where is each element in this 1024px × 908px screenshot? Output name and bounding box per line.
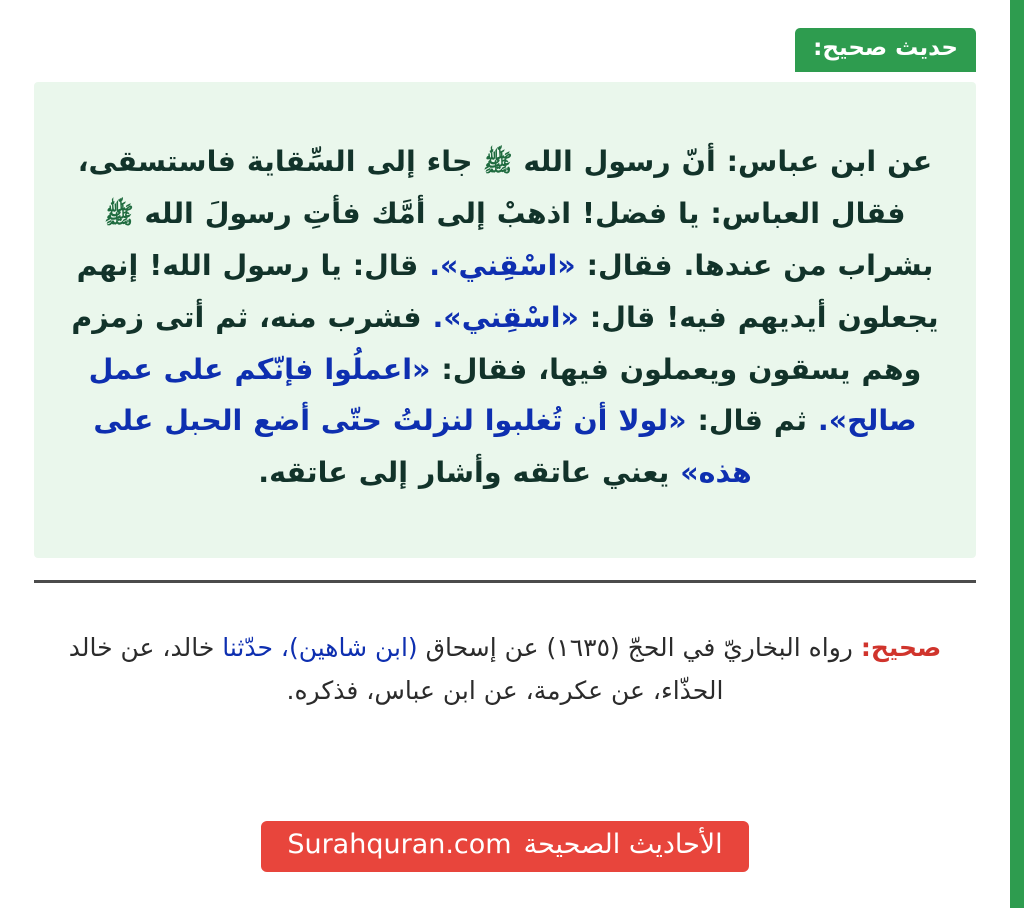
takhrij-grade-label: صحيح:: [860, 632, 942, 662]
hadith-quote-3: «اعملُوا فإنّكم على عمل صالح».: [88, 352, 917, 438]
takhrij-text: [34, 626, 976, 714]
hadith-quote-2: «اسْقِني».: [432, 300, 579, 334]
hadith-part-4: قال: يا رسول الله! إنهم يجعلون أيديهم فيه! قال:: [76, 248, 939, 334]
hadith-part-6: ثم قال:: [697, 404, 807, 438]
hadith-part-5: فشرب منه، ثم أتى زمزم وهم يسقون ويعملون فيها، فقال:: [71, 300, 922, 386]
header-row: [34, 28, 976, 72]
hadith-container: [34, 82, 976, 558]
takhrij-highlight: (ابن شاهين)، حدّثنا: [222, 632, 418, 662]
hadith-part-2: جاء إلى السِّقاية فاستسقى، فقال العباس: يا فضل! اذهبْ إلى أمَّك فأتِ رسولَ الله: [77, 145, 906, 230]
takhrij-part-2: خالد، عن خالد الحذّاء، عن عكرمة، عن ابن عباس، فذكره.: [68, 632, 724, 706]
grade-badge: حديث صحيح:: [795, 28, 976, 72]
footer-site-url: Surahquran.com: [287, 829, 512, 860]
footer-row: [34, 821, 976, 908]
hadith-quote-1: «اسْقِني».: [429, 248, 576, 282]
takhrij-part-1: رواه البخاريّ في الحجّ (١٦٣٥) عن إسحاق: [425, 632, 853, 662]
hadith-quote-4: «لولا أن تُغلبوا لنزلتُ حتّى أضع الحبل على هذه»: [93, 404, 752, 490]
sallallahu-icon-2: ﷺ: [104, 200, 134, 229]
hadith-part-1: عن ابن عباس: أنّ رسول الله: [523, 145, 933, 179]
section-divider: [34, 580, 976, 583]
sallallahu-icon-1: ﷺ: [483, 149, 513, 178]
site-badge[interactable]: [261, 821, 748, 872]
hadith-part-7: يعني عاتقه وأشار إلى عاتقه.: [258, 456, 670, 490]
hadith-part-3: بشراب من عندها. فقال:: [586, 248, 934, 282]
hadith-text: [64, 136, 946, 499]
footer-title: الأحاديث الصحيحة: [523, 829, 723, 860]
